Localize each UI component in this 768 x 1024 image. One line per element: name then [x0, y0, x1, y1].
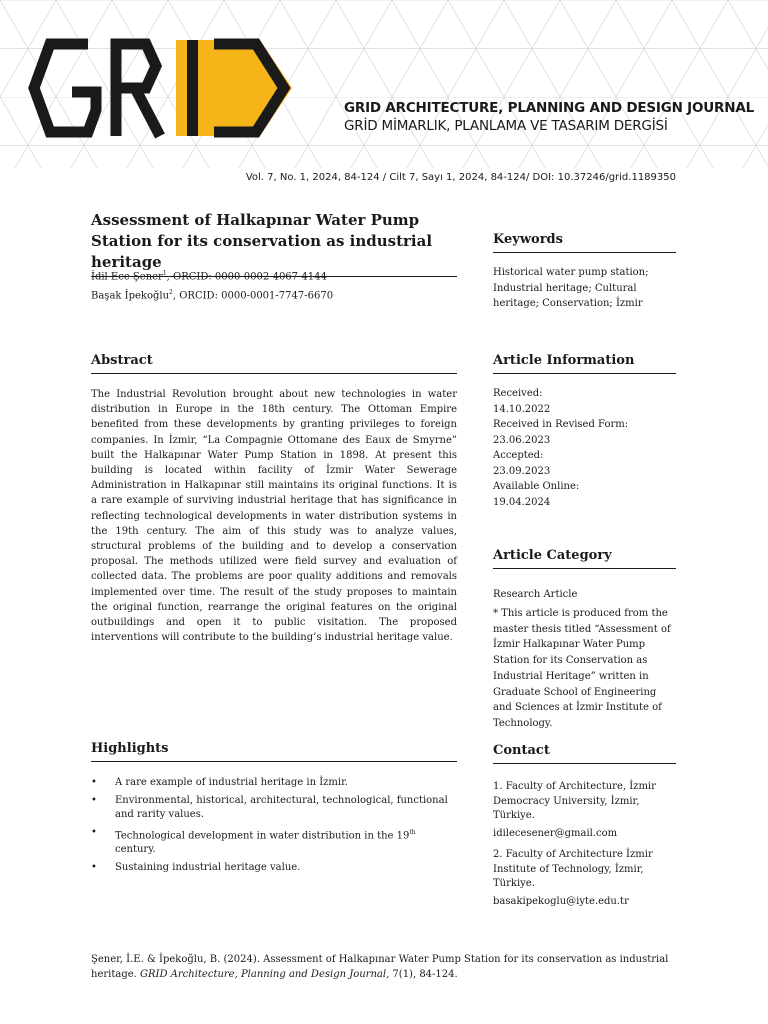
footer-citation-pages: 7(1), 84-124. — [389, 969, 458, 980]
journal-header — [0, 0, 768, 168]
highlight-superscript: th — [409, 829, 416, 836]
article-title: Assessment of Halkapınar Water Pump Station for its conservation as industrial heritage — [91, 210, 457, 277]
highlight-item — [91, 861, 457, 875]
info-label: Accepted: — [493, 450, 544, 461]
info-value: 23.06.2023 — [493, 434, 551, 446]
author-list — [91, 266, 457, 305]
highlight-text: Sustaining industrial heritage value. — [115, 862, 301, 874]
highlight-item — [91, 826, 457, 857]
highlight-text: Technological development in water distribution in the 19 — [115, 830, 410, 842]
abstract-heading: Abstract — [91, 352, 457, 374]
info-value: 23.09.2023 — [493, 465, 551, 477]
keywords-heading: Keywords — [493, 231, 676, 253]
article-category-type: Research Article — [493, 589, 578, 600]
article-category-heading: Article Category — [493, 547, 676, 569]
author-affiliation-mark: 2 — [169, 289, 173, 297]
author-orcid: , ORCID: 0000-0002-4067-4144 — [166, 271, 327, 283]
highlight-text: Environmental, historical, architectural, technological, functional and rarity values. — [115, 795, 448, 820]
footer-journal-name: GRID Architecture, Planning and Design Journal, — [140, 969, 390, 980]
keywords-text: Historical water pump station; Industrial heritage; Cultural heritage; Conservation; İzmir — [493, 267, 649, 309]
info-label: Available Online: — [493, 481, 580, 492]
highlights-heading: Highlights — [91, 740, 457, 762]
article-info-list — [493, 386, 676, 510]
bullet-icon: • — [91, 795, 97, 806]
journal-name-tr: GRİD MİMARLIK, PLANLAMA VE TASARIM DERGİSİ — [344, 118, 668, 134]
bullet-icon: • — [91, 862, 97, 874]
author-orcid: , ORCID: 0000-0001-7747-6670 — [172, 290, 334, 302]
info-value: 14.10.2022 — [493, 403, 551, 415]
highlights-list — [91, 776, 457, 879]
article-info-heading: Article Information — [493, 352, 676, 374]
author-2 — [91, 285, 457, 304]
contact-heading: Contact — [493, 742, 676, 764]
contact-email-1[interactable]: idilecesener@gmail.com — [493, 828, 618, 839]
bullet-icon: • — [91, 827, 97, 838]
author-affiliation-mark: 1 — [162, 270, 167, 277]
contact-email-2[interactable]: basakipekoglu@iyte.edu.tr — [493, 896, 629, 907]
journal-name-en: GRID ARCHITECTURE, PLANNING AND DESIGN JOURNAL — [344, 100, 754, 116]
footer-citation-text: Şener, İ.E. & İpekoğlu, B. (2024). Assessment of Halkapınar Water Pump Station for its conservation as industrial heritage. — [91, 954, 669, 980]
highlight-item — [91, 794, 457, 822]
author-name: İdil Ece Şener — [91, 271, 163, 283]
author-1 — [91, 266, 457, 285]
highlight-item — [91, 776, 457, 790]
grid-logo — [28, 36, 298, 140]
volume-citation: Vol. 7, No. 1, 2024, 84-124 / Cilt 7, Sayı 1, 2024, 84-124/ DOI: 10.37246/grid.1189350 — [245, 172, 676, 183]
highlight-text: A rare example of industrial heritage in İzmir. — [115, 777, 348, 788]
bullet-icon: • — [91, 777, 97, 788]
highlight-text: century. — [115, 844, 156, 856]
article-category-note: * This article is produced from the master thesis titled “Assessment of İzmir Halkapınar Water Pump Station for its Conservation as Industrial Heritage” written in Graduate School of Engineering and Sciences at İzmir Institute of Technology. — [493, 608, 671, 729]
footer-citation — [91, 952, 677, 982]
info-value: 19.04.2024 — [493, 496, 551, 508]
author-name: Başak İpekoğlu — [91, 290, 170, 302]
contact-affiliation-1: 1. Faculty of Architecture, İzmir Democracy University, İzmir, Türkiye. — [493, 781, 656, 821]
info-label: Received: — [493, 388, 543, 399]
abstract-text: The Industrial Revolution brought about new technologies in water distribution in Europe in the 18th century. The Ottoman Empire benefited from these developments by granting privileges to foreign companies. In İzmir, “La Compagnie Ottomane des Eaux de Smyrne” built the Halkapınar Water Pump Station in 1898. At present this building is located within facility of İzmir Water Sewerage Administration in Halkapınar still maintains its original functions. It is a rare example of surviving industrial heritage that has significance in reflecting technological developments in water distribution systems in the 19th century. The aim of this study was to analyze values, structural problems of the building and to develop a conservation proposal. The methods utilized were field survey and evaluation of collected data. The problems are poor quality additions and removals implemented over time. The result of the study proposes to maintain the original function, rearrange the original features on the original outbuildings and open it to public visitation. The proposed interventions will contribute to the building’s industrial heritage value. — [91, 389, 457, 644]
contact-affiliation-2: 2. Faculty of Architecture İzmir Institute of Technology, İzmir, Türkiye. — [493, 849, 653, 889]
info-label: Received in Revised Form: — [493, 419, 629, 430]
